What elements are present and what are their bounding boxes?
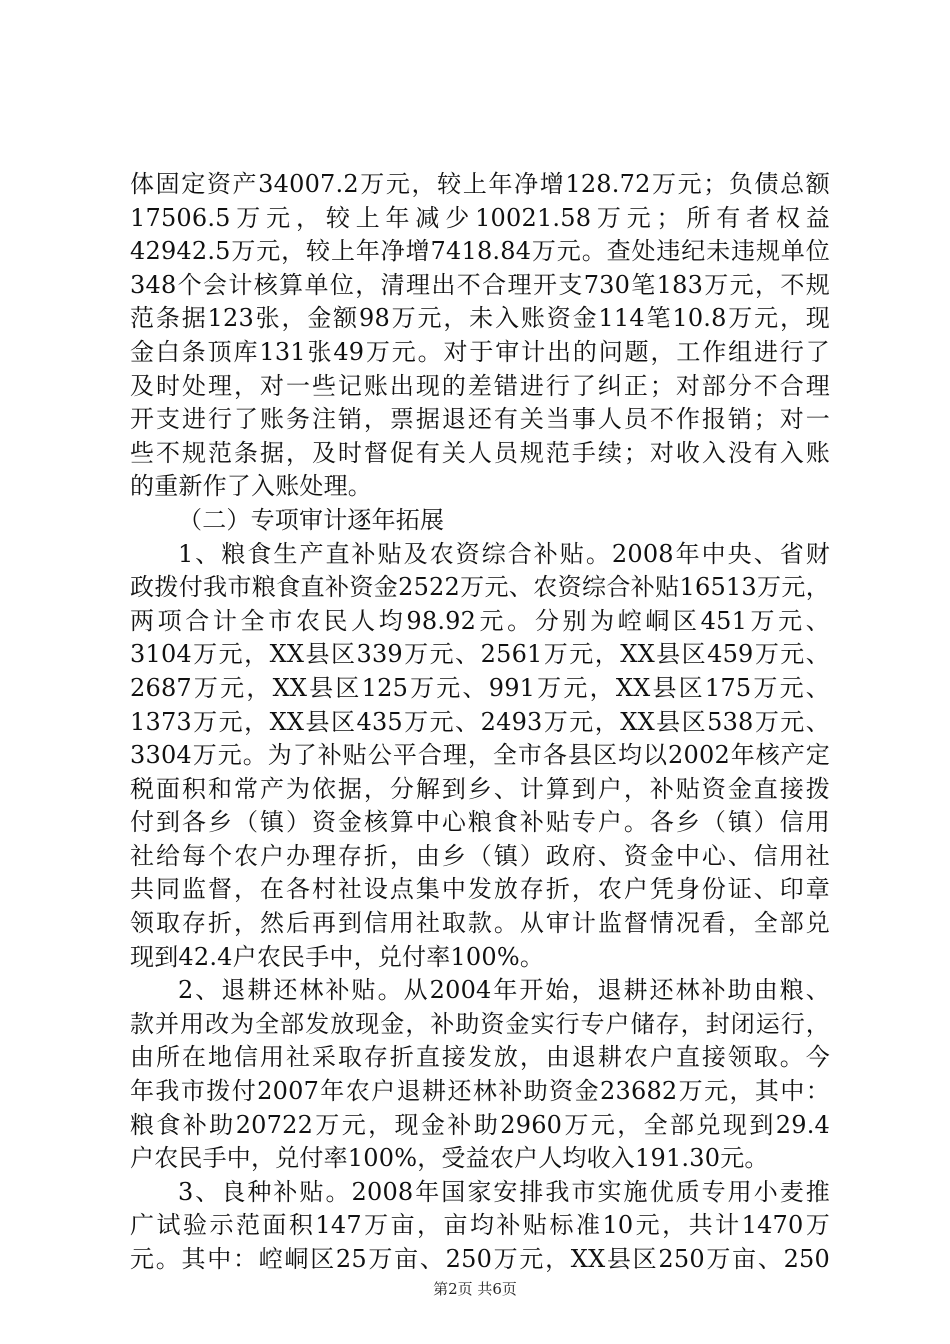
paragraph-first-line: 2、退耕还林补贴。从2004年开始，退耕还林补助由粮、: [178, 976, 830, 1005]
text-line: 广试验示范面积147万亩，亩均补贴标准10元，共计1470万: [130, 1211, 830, 1240]
text-line: 348个会计核算单位，清理出不合理开支730笔183万元，不规: [130, 270, 830, 299]
text-line: 户农民手中，兑付率100%，受益农户人均收入191.30元。: [130, 1144, 769, 1173]
text-line: 由所在地信用社采取存折直接发放，由退耕农户直接领取。今: [130, 1043, 830, 1072]
text-line: 及时处理，对一些记账出现的差错进行了纠正；对部分不合理: [130, 371, 830, 400]
paragraph-first-line: 3、良种补贴。2008年国家安排我市实施优质专用小麦推: [178, 1177, 830, 1206]
text-line: 的重新作了入账处理。: [130, 472, 372, 501]
text-line: 社给每个农户办理存折，由乡（镇）政府、资金中心、信用社: [130, 841, 830, 870]
text-line: 粮食补助20722万元，现金补助2960万元，全部兑现到29.4: [130, 1110, 830, 1139]
text-line: 3104万元，XX县区339万元、2561万元，XX县区459万元、: [130, 640, 830, 669]
text-line: 领取存折，然后再到信用社取款。从审计监督情况看，全部兑: [130, 909, 830, 938]
text-line: 付到各乡（镇）资金核算中心粮食补贴专户。各乡（镇）信用: [130, 808, 830, 837]
text-line: 金白条顶库131张49万元。对于审计出的问题，工作组进行了: [130, 337, 830, 366]
text-line: 政拨付我市粮食直补资金2522万元、农资综合补贴16513万元，: [130, 573, 830, 602]
text-line: 1373万元，XX县区435万元、2493万元，XX县区538万元、: [130, 707, 830, 736]
text-line: 开支进行了账务注销，票据退还有关当事人员不作报销；对一: [130, 405, 830, 434]
text-line: 共同监督，在各村社设点集中发放存折，农户凭身份证、印章: [130, 875, 830, 904]
text-line: 体固定资产34007.2万元，较上年净增128.72万元；负债总额: [130, 170, 830, 198]
text-line: 元。其中：崆峒区25万亩、250万元，XX县区250万亩、250: [130, 1245, 830, 1273]
text-line: 2687万元，XX县区125万元、991万元，XX县区175万元、: [130, 673, 830, 702]
paragraph-first-line: 1、粮食生产直补贴及农资综合补贴。2008年中央、省财: [178, 539, 830, 568]
text-line: 年我市拨付2007年农户退耕还林补助资金23682万元，其中：: [130, 1077, 830, 1106]
text-line: 现到42.4户农民手中，兑付率100%。: [130, 942, 545, 971]
text-line: 42942.5万元，较上年净增7418.84万元。查处违纪未违规单位: [130, 237, 830, 266]
page-footer: [0, 1279, 950, 1299]
text-line: 些不规范条据，及时督促有关人员规范手续；对收入没有入账: [130, 438, 830, 467]
text-line: 税面积和常产为依据，分解到乡、计算到户，补贴资金直接拨: [130, 774, 830, 803]
text-line: 17506.5万元，较上年减少10021.58万元；所有者权益: [130, 203, 830, 232]
document-body: [130, 168, 830, 1277]
section-heading: （二）专项审计逐年拓展: [178, 505, 445, 534]
text-line: 两项合计全市农民人均98.92元。分别为崆峒区451万元、: [130, 606, 830, 635]
page-number-label: 第2页 共6页: [433, 1280, 517, 1298]
text-line: 款并用改为全部发放现金，补助资金实行专户储存，封闭运行，: [130, 1009, 830, 1038]
text-line: 范条据123张，金额98万元，未入账资金114笔10.8万元，现: [130, 304, 830, 333]
text-line: 3304万元。为了补贴公平合理，全市各县区均以2002年核产定: [130, 741, 830, 770]
